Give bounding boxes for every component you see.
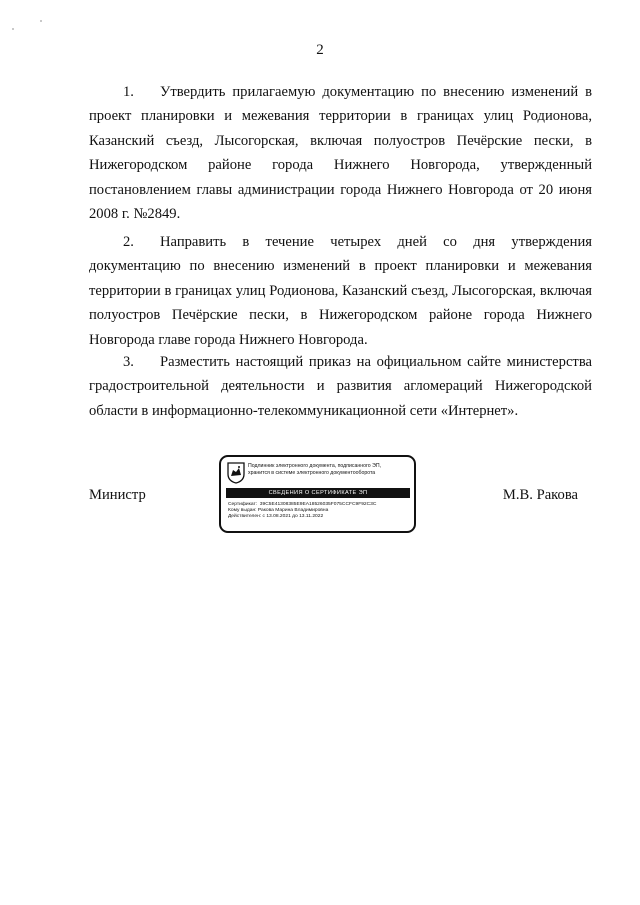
paragraph-2 (89, 230, 592, 352)
paragraph-1 (89, 80, 592, 226)
paragraph-3 (89, 350, 592, 423)
stamp-label: Действителен: (228, 514, 262, 520)
stamp-label: Сертификат: (228, 502, 258, 507)
stamp-label: Кому выдан: (228, 508, 257, 514)
stamp-header (248, 463, 413, 476)
page-number: 2 (316, 42, 324, 58)
stamp-value: с 13.08.2021 до 13.11.2022 (262, 514, 324, 520)
scan-artifact (12, 28, 14, 30)
paragraph-text: Разместить настоящий приказ на официальном сайте министерства градостроительной деятельности и развития агломераций Нижегородской области в информационно-телекоммуникационной сети «Интернет». (89, 354, 592, 419)
scan-artifact (40, 20, 42, 22)
paragraph-number: 2. (123, 234, 134, 250)
signer-name: М.В. Ракова (502, 487, 578, 503)
electronic-signature-stamp (219, 455, 416, 533)
stamp-value: Ракова Марина Владимировна (257, 508, 329, 514)
paragraph-number: 1. (123, 84, 134, 100)
stamp-validity-row (228, 514, 413, 520)
paragraph-number: 3. (123, 354, 134, 370)
paragraph-text: Направить в течение четырех дней со дня утверждения документацию по внесению изменений в проект планировки и межевания территории в границах улиц Родионова, Казанский съезд, Лысогорская, включая полуостров Печёрские пески, в Нижегородском районе города Нижнего Новгорода главе города Нижнего Новгорода. (89, 234, 592, 348)
stamp-header-line: Подлинник электронного документа, подписанного ЭП, (248, 463, 382, 469)
paragraph-text: Утвердить прилагаемую документацию по внесению изменений в проект планировки и межевания территории в границах улиц Родионова, Казанский съезд, Лысогорская, включая полуостров Печёрские пески, в Нижегородском районе города Нижнего Новгорода, утвержденный постановлением главы администрации города Нижнего Новгорода от 20 июня 2008 г. №2849. (89, 84, 592, 223)
stamp-header-line: хранится в системе электронного документооборота (248, 469, 376, 476)
signer-title: Министр (89, 487, 146, 503)
stamp-value: 39C5E41308385E9EA18526035F075CCFC9F92C3C (259, 502, 377, 507)
coat-of-arms-icon (227, 462, 245, 484)
stamp-details (228, 502, 413, 521)
stamp-title-bar: СВЕДЕНИЯ О СЕРТИФИКАТЕ ЭП (226, 488, 410, 498)
